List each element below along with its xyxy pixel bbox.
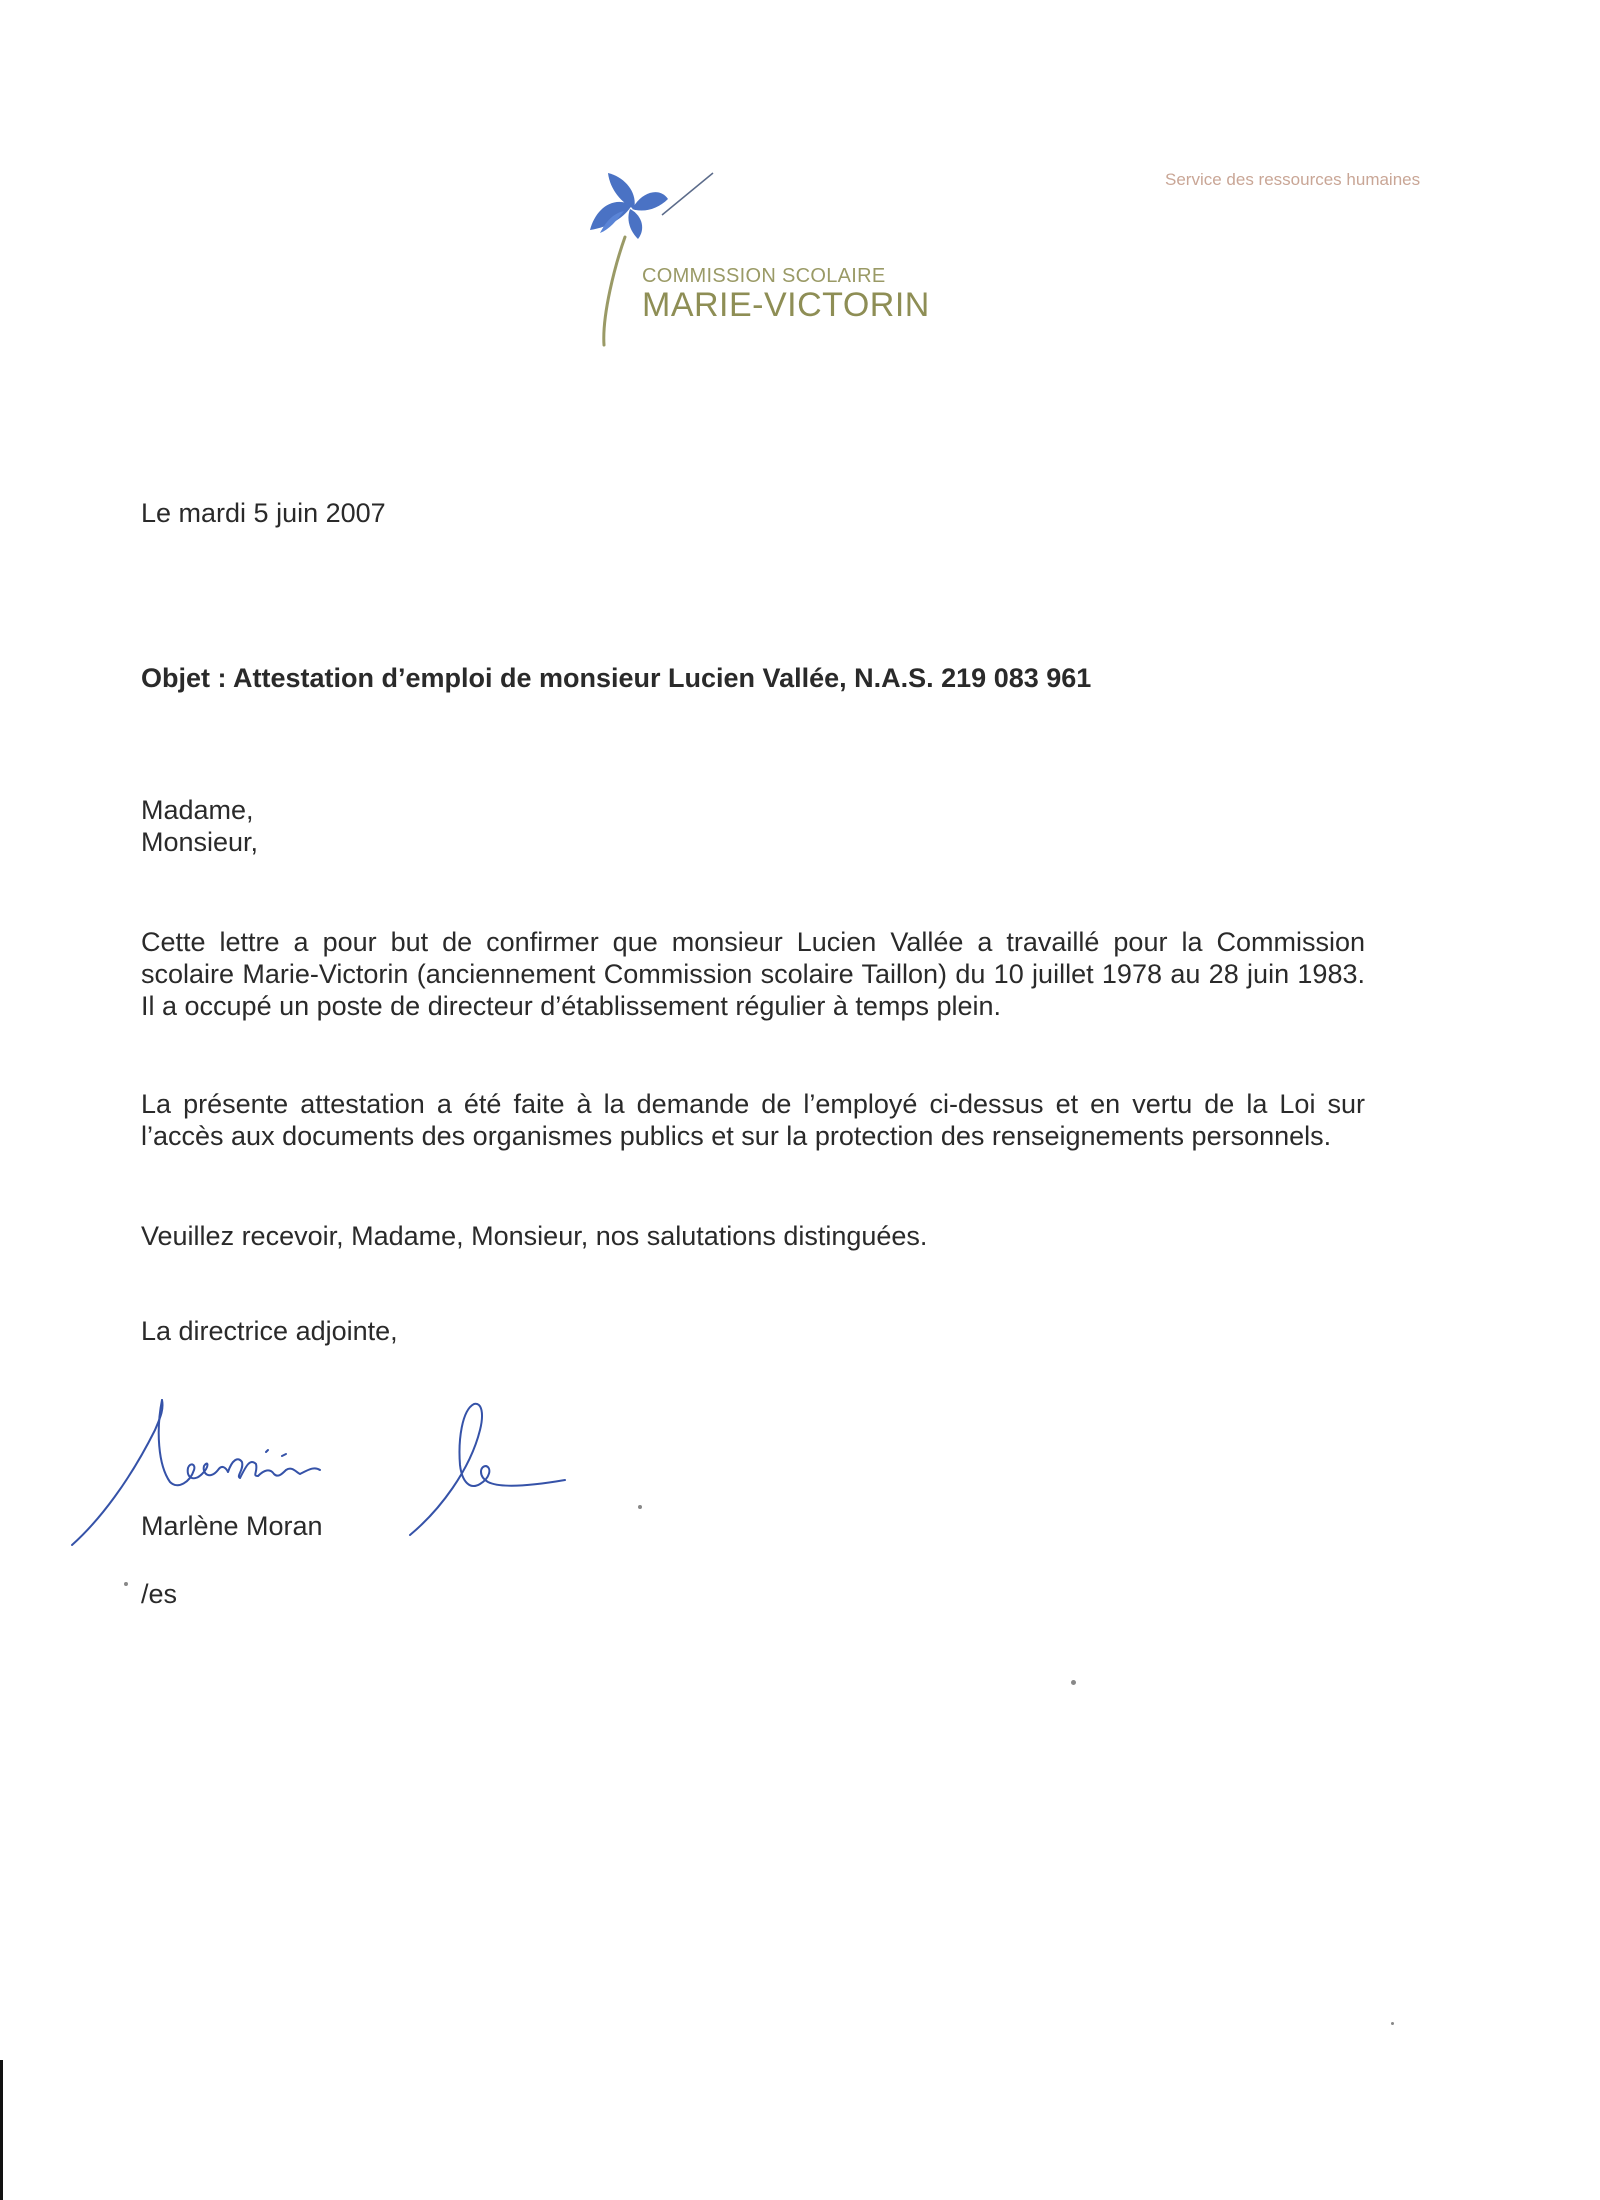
reference-initials: /es (141, 1579, 178, 1609)
letter-subject: Objet : Attestation d’emploi de monsieur Lucien Vallée, N.A.S. 219 083 961 (141, 663, 1092, 693)
speck-mark (1071, 1680, 1076, 1685)
speck-mark (1391, 2022, 1394, 2025)
scan-edge-mark (0, 2060, 3, 2200)
speck-mark (124, 1582, 128, 1586)
salutation-line-1: Madame, (141, 795, 254, 825)
logo-text-line2: MARIE-VICTORIN (642, 286, 930, 324)
signatory-name: Marlène Moran (141, 1511, 323, 1541)
body-paragraph-1: Cette lettre a pour but de confirmer que monsieur Lucien Vallée a travaillé pour la Commission scolaire Marie-Victorin (anciennement Commission scolaire Taillon) du 10 juillet 1978 au 28 juin 1983. Il a occupé un poste de directeur d’établissement régulier à temps plein. (141, 927, 1365, 1021)
organization-logo (580, 165, 940, 355)
closing-line: Veuillez recevoir, Madame, Monsieur, nos salutations distinguées. (141, 1221, 928, 1251)
letter-date: Le mardi 5 juin 2007 (141, 498, 386, 528)
department-name: Service des ressources humaines (1165, 170, 1421, 189)
salutation-line-2: Monsieur, (141, 827, 259, 857)
body-paragraph-2: La présente attestation a été faite à la demande de l’employé ci-dessus et en vertu de la Loi sur l’accès aux documents des organismes publics et sur la protection des renseignements personnels. (141, 1089, 1365, 1151)
speck-mark (638, 1505, 642, 1509)
iris-flower-icon (580, 165, 940, 355)
logo-text-line1: COMMISSION SCOLAIRE (642, 265, 886, 287)
signatory-title: La directrice adjointe, (141, 1316, 398, 1346)
